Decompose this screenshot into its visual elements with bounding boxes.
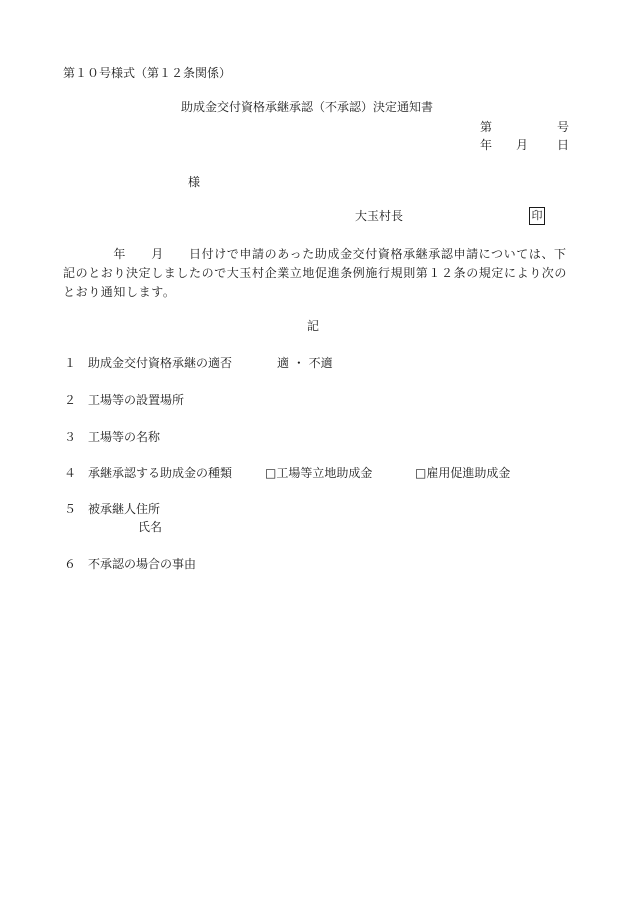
date-year: 年 [480,138,493,152]
date-month: 月 [516,138,529,152]
item-label: 不承認の場合の事由 [88,557,197,571]
doc-number-suffix: 号 [557,120,570,134]
approval-choice: 適 ・ 不適 [277,356,333,370]
seal-stamp: 印 [529,207,545,225]
item-number: ５ [64,502,77,516]
addressee-honorific: 様 [188,175,201,189]
item-number: ３ [64,430,77,444]
notes-heading: 記 [307,319,320,333]
item-label: 工場等の設置場所 [88,393,185,407]
date-day: 日 [557,138,570,152]
option-employment-promotion-subsidy: □雇用促進助成金 [415,466,511,480]
item-number: １ [64,356,77,370]
document-title: 助成金交付資格承継承認（不承認）決定通知書 [181,100,434,114]
item-label: 工場等の名称 [88,430,161,444]
item-label: 被承継人住所 [88,502,161,516]
body-line-1: 年 月 日付けで申請のあった助成金交付資格承継承認申請については、下 [63,247,567,261]
body-line-3: とおり通知します。 [63,285,176,299]
item-number: ６ [64,557,77,571]
doc-number-prefix: 第 [480,120,493,134]
item-number: ２ [64,393,77,407]
item-number: ４ [64,466,77,480]
item-label: 承継承認する助成金の種類 [88,466,233,480]
item-label: 助成金交付資格承継の適否 [88,356,233,370]
item-sublabel-name: 氏名 [138,520,163,534]
body-line-2: 記のとおり決定しましたので大玉村企業立地促進条例施行規則第１２条の規定により次の [63,266,568,280]
issuer-name: 大玉村長 [355,209,404,223]
form-number: 第１０号様式（第１２条関係） [63,66,232,80]
option-factory-siting-subsidy: □工場等立地助成金 [265,466,373,480]
